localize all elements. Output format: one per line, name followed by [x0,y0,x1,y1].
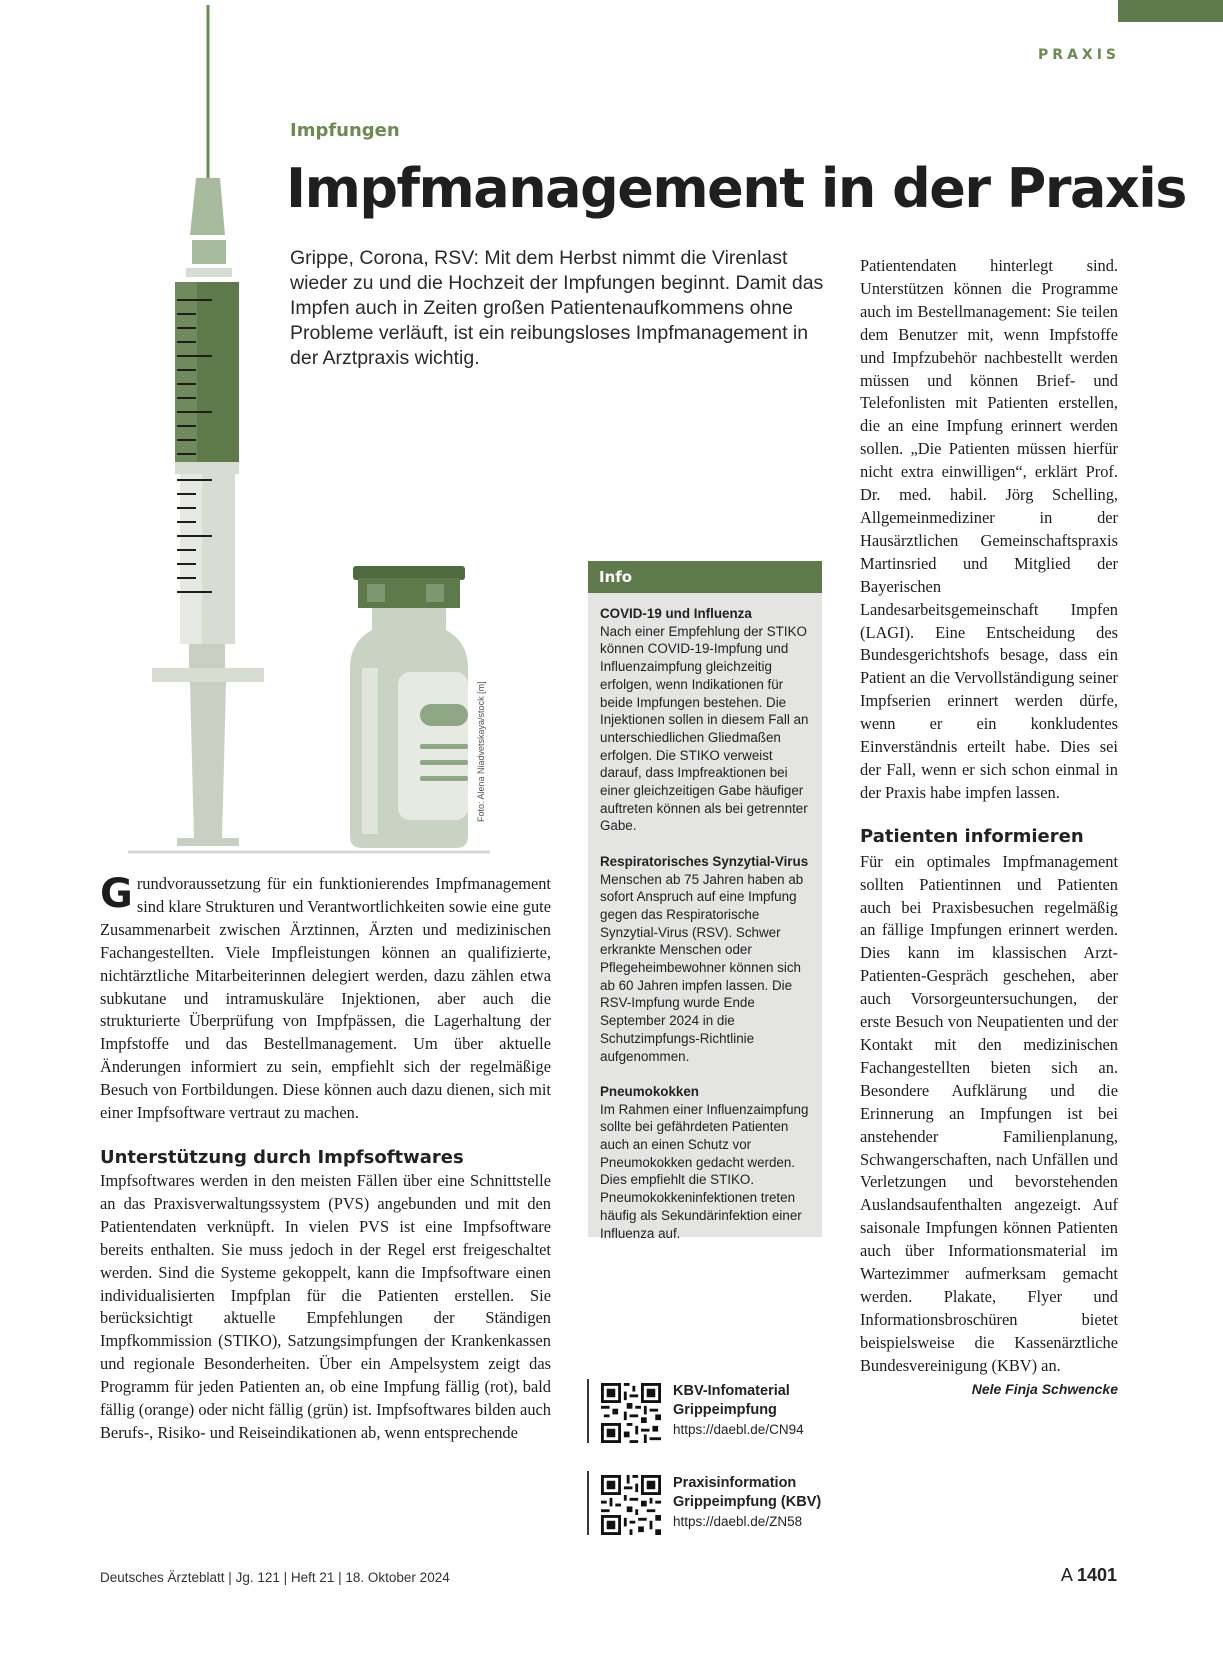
qr-link-title[interactable]: Grippeimpfung (KBV) [673,1494,822,1510]
paragraph-impfsoftwares: Impfsoftwares werden in den meisten Fällen über eine Schnittstelle an das Praxisverwaltungssystem (PVS) angebunden und mit den Patientendaten verknüpft. In vielen PVS ist eine Impfsoftware bereits enthalten. Sie muss jedoch in der Regel erst freigeschaltet werden. Sind die Systeme gekoppelt, kann die Impfsoftware einen individualisierten Impfplan für die Patienten erstellen. Sie berücksichtigt aktuelle Empfehlungen der Ständigen Impfkommission (STIKO), Satzungsimpfungen der Krankenkassen und regionale Besonderheiten. Über ein Ampelsystem zeigt das Programm für jeden Patienten an, ob eine Impfung fällig (rot), bald fällig (orange) oder nicht fällig (grün) ist. Impfsoftwares bilden auch Berufs-, Risiko- und Reiseindikationen ab, wenn entsprechende [100,1170,551,1442]
qr-code-icon[interactable] [601,1475,661,1535]
text-column-left [100,873,551,1445]
vial-icon [350,566,468,848]
paragraph-patienten-informieren: Für ein optimales Impfmanagement sollten Patientinnen und Patienten auch bei Praxisbesuchen regelmäßig an fällige Impfungen erinnert werden. Dies kann im klassischen Arzt-Patienten-Gespräch geschehen, aber auch Vorsorgeuntersuchungen, der erste Besuch von Neupatienten und der Kontakt mit den medizinischen Fachangestellten bieten sich an. Besondere Aufklärung und die Erinnerung an Impfungen ist bei anstehender Familienplanung, Schwangerschaften, nach Unfällen und Verletzungen und bevorstehenden Auslandsaufenthalten angezeigt. Auf saisonale Impfungen können Patienten auch über Informationsmaterial im Wartezimmer aufmerksam gemacht werden. Plakate, Flyer und Informationsbroschüren bietet beispielsweise die Kassenärztliche Bundesvereinigung (KBV) an. [860,851,1118,1375]
page-number [1061,1565,1117,1586]
info-section-text: Nach einer Empfehlung der STIKO können COVID-19-Impfung und Influenzaimpfung gleichzeitig erfolgen, wenn Indikationen für beide Impfungen bestehen. Die Injektionen sollen in diesem Fall an unterschiedlichen Gliedmaßen erfolgen. Die STIKO verweist darauf, dass Impfreaktionen bei einer gleichzeitigen Gabe häufiger auftreten können als bei getrennter Gabe. [600,623,809,834]
info-box-body [588,593,822,1242]
info-section-title: Respiratorisches Synzytial-Virus [600,853,809,869]
info-box-header: Info [588,561,822,593]
qr-link-title[interactable]: Grippeimpfung [673,1402,777,1418]
page-number-value: 1401 [1076,1565,1117,1585]
subheading-impfsoftwares: Unterstützung durch Impfsoftwares [100,1146,464,1168]
info-section-rsv [600,853,810,1065]
subheading-patienten-informieren: Patienten informieren [860,825,1084,847]
photo-credit: Foto: Alena Niadvetskaya/stock [m] [476,681,486,822]
author-byline: Nele Finja Schwencke [971,1380,1118,1397]
intro-paragraph [100,873,551,1125]
info-section-text: Im Rahmen einer Influenzaimpfung sollte bei gefährdeten Patienten auch an einen Schutz vor Pneumokokken gedacht werden. Dies empfiehlt die STIKO. Pneumokokkeninfektionen treten häufig als Sekundärinfektion einer Influenza auf. [600,1101,809,1241]
qr-link-text[interactable] [673,1474,821,1531]
info-section-text: Menschen ab 75 Jahren haben ab sofort Anspruch auf eine Impfung gegen das Respiratorische Synzytial-Virus (RSV). Schwer erkrankte Menschen oder Pflegeheimbewohner können sich ab 60 Jahren impfen lassen. Die RSV-Impfung wurde Ende September 2024 in die Schutzimpfungs-Richtlinie aufgenommen. [600,871,804,1064]
info-section-title: COVID-19 und Influenza [600,606,752,621]
qr-link-kbv-infomaterial[interactable] [587,1379,847,1443]
info-section-covid [600,605,810,835]
article-title: Impfmanagement in der Praxis [286,157,1186,220]
qr-link-url[interactable]: https://daebl.de/ZN58 [673,1514,803,1529]
article-kicker: Impfungen [290,120,400,141]
qr-code-icon[interactable] [601,1383,661,1443]
qr-link-praxisinformation[interactable] [587,1471,847,1535]
qr-link-url[interactable]: https://daebl.de/CN94 [673,1422,804,1437]
qr-link-text[interactable] [673,1382,804,1439]
qr-link-title[interactable]: Praxisinformation [673,1475,797,1491]
syringe-icon [152,5,264,846]
section-color-bar [1118,0,1223,22]
info-section-pneumokokken [600,1083,810,1242]
text-column-right [860,255,1118,1401]
section-label: PRAXIS [1038,47,1120,63]
article-lead: Grippe, Corona, RSV: Mit dem Herbst nimmt die Virenlast wieder zu und die Hochzeit der Impfungen beginnt. Damit das Impfen auch in Zeiten großen Patientenaufkommens ohne Probleme verläuft, ist ein reibungsloses Impfmanagement in der Arztpraxis wichtig. [290,247,824,369]
footer-journal-info: Deutsches Ärzteblatt | Jg. 121 | Heft 21 | 18. Oktober 2024 [100,1570,450,1585]
info-section-title: Pneumokokken [600,1083,699,1099]
dropcap: G [100,871,133,917]
paragraph-text: rundvoraussetzung für ein funktionierendes Impfmanagement sind klare Strukturen und Verantwortlichkeiten sowie eine gute Zusammenarbeit zwischen Ärztinnen, Ärzten und medizinischen Fachangestellten. Viele Impfleistungen können an qualifizierte, nichtärztliche Mitarbeiterinnen delegiert werden, dazu zählen etwa subkutane und intramuskuläre Injektionen, aber auch die strukturierte Überprüfung von Impfpässen, die Lagerhaltung der Impfstoffe und das Bestellmanagement. Um über aktuelle Änderungen informiert zu sein, empfiehlt sich der regelmäßige Besuch von Fortbildungen. Diese können auch dazu dienen, sich mit einer Impfsoftware vertraut zu machen. [100,874,551,1123]
paragraph-bestellmanagement: Patientendaten hinterlegt sind. Unterstützen können die Programme auch im Bestellmanagement: Sie teilen dem Benutzer mit, wenn Impfstoffe und Impfzubehör nachbestellt werden müssen und können Brief- und Telefonlisten mit Patienten erstellen, die an eine Impfung erinnert werden sollen. „Die Patienten müssen hierfür nicht extra einwilligen“, erklärt Prof. Dr. med. habil. Jörg Schelling, Allgemeinmediziner in der Hausärztlichen Gemeinschaftspraxis Martinsried und Mitglied der Bayerischen Landesarbeitsgemeinschaft Impfen (LAGI). Eine Entscheidung des Bundesgerichtshofs besage, dass ein Patient an die Vervollständigung seiner Impfserien erinnert werden dürfe, wenn er ein konkludentes Einverständnis erteilt habe. Dies sei der Fall, wenn er sich schon einmal in der Praxis habe impfen lassen. [860,256,1118,802]
info-box [588,561,822,1241]
page-prefix: A [1060,1565,1072,1585]
qr-link-title[interactable]: KBV-Infomaterial [673,1383,790,1399]
